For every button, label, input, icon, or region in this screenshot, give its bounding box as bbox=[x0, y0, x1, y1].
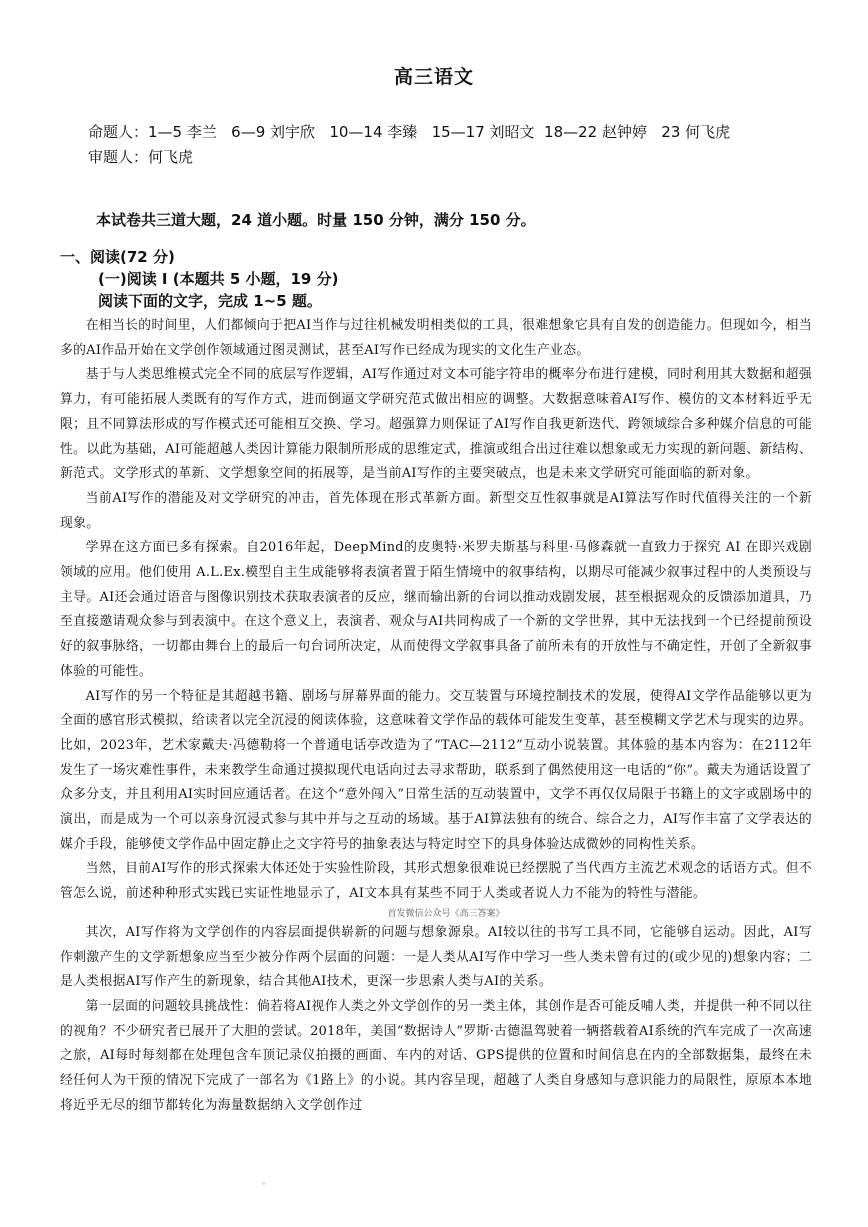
paragraph: 当然，目前AI写作的形式探索大体还处于实验性阶段，其形式想象很难说已经摆脱了当代西方主流艺术观念的话语方式。但不管怎么说，前述种种形式实践已实证性地显示了，AI文本具有某些不同于人类或者说人力不能为的特性与潜能。 bbox=[60, 861, 812, 902]
paragraph: AI写作的另一个特征是其超越书籍、剧场与屏幕界面的能力。交互装置与环境控制技术的发展，使得AI文学作品能够以更为全面的感官形式模拟，给读者以完全沉浸的阅读体验，这意味着文学作品的载体可能发生变革，甚至模糊文学艺术与现实的边界。比如，2023年，艺术家戴夫·冯德勒将一个普通电话亭改造为了“TAC—2112”互动小说装置。其体验的基本内容为：在2112年发生了一场灾难性事件，未来教学生命通过摸拟现代电话向过去寻求帮助，联系到了偶然使用这一电话的“你”。戴夫为通话设置了众多分支，并且利用AI实时回应通话者。在这个“意外闯入”日常生活的互动装置中，文学不再仅仅局限于书籍上的文字或剧场中的演出，而是成为一个可以亲身沉浸式参与其中并与之互动的场域。基于AI算法独有的统合、综合之力，AI写作丰富了文学表达的媒介手段，能够使文学作品中固定静止之文字符号的抽象表达与特定时空下的具身体验达成微妙的同构性关系。 bbox=[60, 688, 812, 852]
reading-instruction: 阅读下面的文字，完成 1~5 题。 bbox=[98, 292, 322, 310]
paragraph: 在相当长的时间里，人们都倾向于把AI当作与过往机械发明相类似的工具，很难想象它具有自发的创造能力。但现如今，相当多的AI作品开始在文学创作领域通过图灵测试，甚至AI写作已经成为现实的文化生产业态。 bbox=[60, 318, 812, 358]
paragraph: 当前AI写作的潜能及对文学研究的冲击，首先体现在形式革新方面。新型交互性叙事就是AI算法写作时代值得关注的一个新现象。 bbox=[60, 490, 812, 531]
watermark-text: 首发微信公众号《高三答案》 bbox=[387, 908, 505, 919]
exam-notice: 本试卷共三道大题，24 道小题。时量 150 分钟，满分 150 分。 bbox=[96, 211, 536, 229]
paragraph: 基于与人类思维模式完全不同的底层写作逻辑，AI写作通过对文本可能字符串的概率分布进行建模，同时利用其大数据和超强算力，有可能拓展人类既有的写作方式，进而倒逼文学研究范式做出相应的调整。大数据意味着AI写作、模仿的文本材料近乎无限；且不同算法形成的写作模式还可能相互交换、学习。超强算力则保证了AI写作自我更新迭代、跨领域综合多种媒介信息的可能性。以此为基础，AI可能超越人类因计算能力限制所形成的思维定式，推演或组合出过往难以想象或无力实现的新问题、新结构、新范式。文学形式的革新、文学想象空间的拓展等，是当前AI写作的主要突破点，也是未来文学研究可能面临的新对象。 bbox=[60, 367, 812, 482]
reading-passage bbox=[60, 314, 812, 1119]
document-title: 高三语文 bbox=[393, 66, 474, 88]
paragraph: 第一层面的问题较具挑战性：倘若将AI视作人类之外文学创作的另一类主体，其创作是否可能反哺人类，并提供一种不同以往的视角？不少研究者已展开了大胆的尝试。2018年，美国“数据诗人”罗斯·古德温驾驶着一辆搭载着AI系统的汽车完成了一次高速之旅，AI每时每刻都在处理包含车顶记录仪拍摄的画面、车内的对话、GPS提供的位置和时间信息在内的全部数据集，最终在未经任何人为干预的情况下完成了一部名为《1路上》的小说。其内容呈现，超越了人类自身感知与意识能力的局限性，原原本本地将近乎无尽的细节都转化为海量数据纳入文学创作过 bbox=[60, 998, 812, 1113]
scan-speck bbox=[262, 1182, 265, 1185]
section-heading: 一、阅读(72 分) bbox=[60, 248, 175, 266]
subsection-heading: (一)阅读 I (本题共 5 小题，19 分) bbox=[98, 270, 339, 288]
paragraph: 其次，AI写作将为文学创作的内容层面提供崭新的问题与想象源泉。AI较以往的书写工具不同，它能够自运动。因此，AI写作刺激产生的文学新想象应当至少被分作两个层面的问题：一是人类从AI写作中学习一些人类未曾有过的(或少见的)想象内容；二是人类根据AI写作产生的新现象，结合其他AI技术，更深一步思索人类与AI的关系。 bbox=[60, 924, 812, 990]
reviewer-line: 审题人：何飞虎 bbox=[88, 148, 194, 166]
paragraph: 学界在这方面已多有探索。自2016年起，DeepMind的皮奥特·米罗夫斯基与科里·马修森就一直致力于探究 AI 在即兴戏剧领域的应用。他们使用 A.L.Ex.模型自主生成能够将表演者置于陌生情境中的叙事结构，以期尽可能减少叙事过程中的人类预设与主导。AI还会通过语音与图像识别技术获取表演者的反应，继而输出新的台词以推动戏剧发展，甚至根据观众的反馈添加道具，乃至直接邀请观众参与到表演中。在这个意义上，表演者、观众与AI共同构成了一个新的文学世界，其中无法找到一个已经提前预设好的叙事脉络，一切都由舞台上的最后一句台词所决定，从而使得文学叙事具备了前所未有的开放性与不确定性，开创了全新叙事体验的可能性。 bbox=[60, 540, 812, 679]
authors-line: 命题人：1—5 李兰 6—9 刘宇欣 10—14 李臻 15—17 刘昭文 18—22 赵钟婷 23 何飞虎 bbox=[88, 123, 731, 141]
